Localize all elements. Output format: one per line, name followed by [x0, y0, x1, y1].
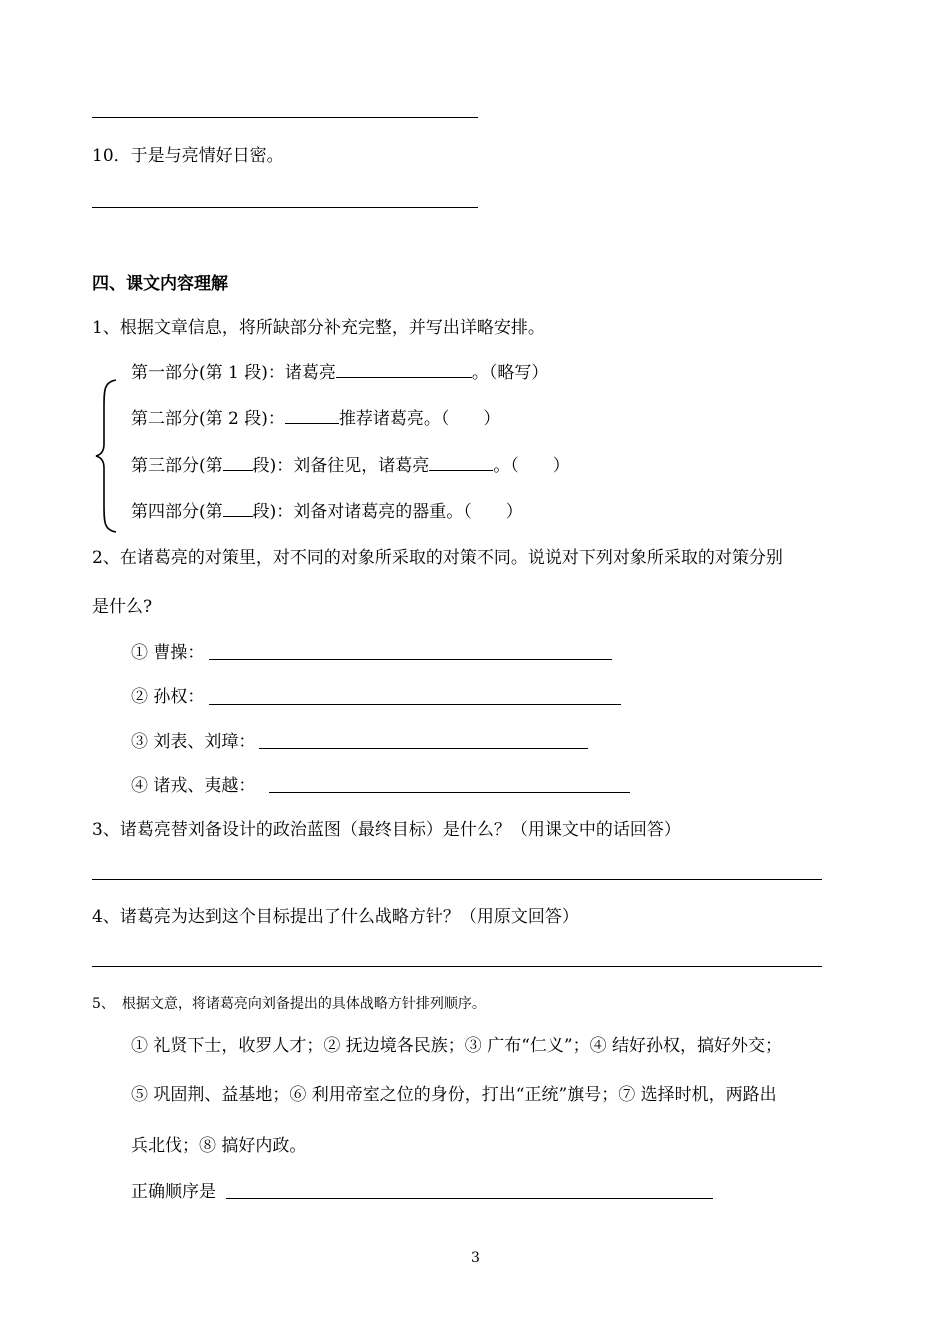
part3-para-blank[interactable] [223, 456, 253, 471]
item3-answer-line[interactable] [92, 879, 822, 880]
item2-b: ② 孙权： [131, 687, 205, 707]
part4-para-blank[interactable] [223, 502, 253, 517]
section-heading: 四、课文内容理解 [92, 274, 228, 294]
item2-a: ① 曹操： [131, 643, 205, 663]
part4-suffix: 段)：刘备对诸葛亮的器重。（ ） [252, 502, 523, 522]
part1-prefix: 第一部分(第 1 段)：诸葛亮 [131, 363, 336, 383]
item5-question: 5、 根据文意，将诸葛亮向刘备提出的具体战略方针排列顺序。 [92, 996, 486, 1012]
q10-text: 10．于是与亮情好日密。 [92, 146, 284, 166]
item2-c-blank[interactable] [259, 748, 588, 749]
part2-line [131, 409, 500, 429]
part3-prefix: 第三部分(第 [131, 456, 223, 476]
item2-a-blank[interactable] [209, 659, 612, 660]
item3-question: 3、诸葛亮替刘备设计的政治蓝图（最终目标）是什么？（用课文中的话回答） [92, 820, 681, 840]
item2-question-line2: 是什么? [92, 597, 153, 617]
part4-prefix: 第四部分(第 [131, 502, 223, 522]
page-number: 3 [471, 1250, 480, 1266]
item5-answer-label: 正确顺序是 [131, 1182, 216, 1202]
part1-blank[interactable] [336, 363, 472, 378]
item5-options-line3: 兵北伐；⑧ 搞好内政。 [131, 1136, 307, 1156]
part2-prefix: 第二部分(第 2 段)： [131, 409, 285, 429]
item5-options-line2: ⑤ 巩固荆、益基地；⑥ 利用帝室之位的身份，打出“正统”旗号；⑦ 选择时机，两路出 [131, 1085, 777, 1105]
part2-blank[interactable] [285, 409, 339, 424]
item2-d: ④ 诸戎、夷越： [131, 776, 256, 796]
part1-line [131, 363, 548, 383]
answer-line-9 [92, 117, 478, 118]
part3-suffix: 。（ ） [493, 456, 570, 476]
part3-mid: 段)：刘备往见，诸葛亮 [252, 456, 430, 476]
item2-d-blank[interactable] [269, 792, 630, 793]
item1-question: 1、根据文章信息，将所缺部分补充完整，并写出详略安排。 [92, 318, 545, 338]
item2-question-line1: 2、在诸葛亮的对策里，对不同的对象所采取的对策不同。说说对下列对象所采取的对策分别 [92, 548, 783, 568]
brace-icon [94, 378, 118, 534]
part3-blank[interactable] [429, 456, 493, 471]
part2-suffix: 推荐诸葛亮。（ ） [338, 409, 501, 429]
item5-answer-blank[interactable] [226, 1198, 713, 1199]
item2-c: ③ 刘表、刘璋： [131, 732, 256, 752]
answer-line-10 [92, 207, 478, 208]
item2-b-blank[interactable] [209, 704, 621, 705]
item4-answer-line[interactable] [92, 966, 822, 967]
part1-suffix: 。（略写） [471, 363, 549, 383]
part4-line [131, 502, 523, 522]
item4-question: 4、诸葛亮为达到这个目标提出了什么战略方针？（用原文回答） [92, 907, 579, 927]
item5-options-line1: ① 礼贤下士，收罗人才；② 抚边境各民族；③ 广布“仁义”；④ 结好孙权，搞好外交； [131, 1036, 782, 1056]
part3-line [131, 456, 570, 476]
